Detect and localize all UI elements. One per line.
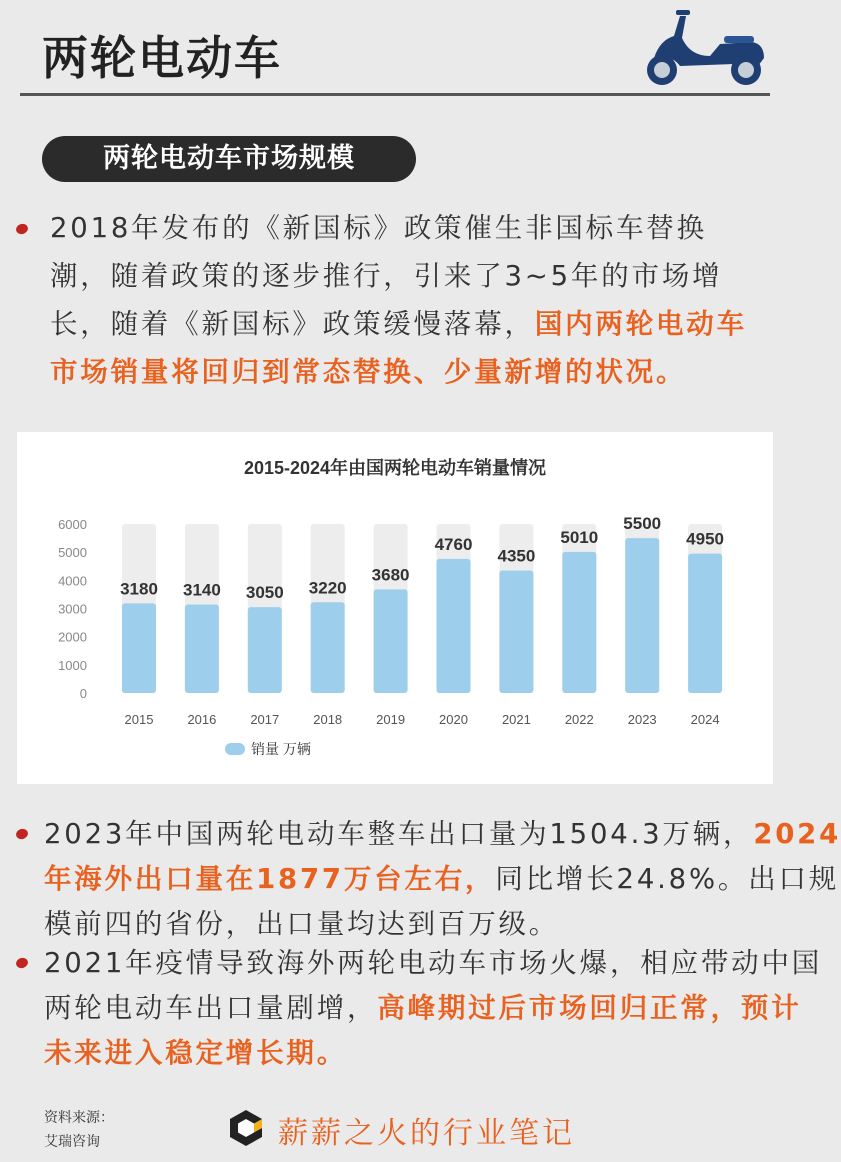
x-tick-label: 2017 [250,712,280,727]
text-line [44,812,841,857]
chart-title: 2015-2024年由国两轮电动车销量情况 [243,458,547,478]
page-title: 两轮电动车 [42,31,282,85]
text-span: 两轮电动车出口量剧增， [44,992,378,1024]
scooter-icon [640,6,770,88]
y-tick-label: 5000 [58,545,87,561]
title-divider [20,93,770,96]
bullet-icon [15,956,30,970]
y-tick-label: 2000 [58,629,87,645]
text-line: 2021年疫情导致海外两轮电动车市场火爆，相应带动中国 [44,947,823,979]
legend-label: 销量 万辆 [251,741,311,757]
x-tick-label: 2024 [690,712,720,727]
x-tick-label: 2022 [564,712,594,727]
bar [311,602,345,693]
brand-name: 薪薪之火的行业笔记 [278,1116,575,1151]
text-line [44,857,841,902]
bar-value-label: 5010 [560,527,599,547]
paragraph-export [44,812,841,947]
highlight-text: 未来进入稳定增长期。 [44,1037,347,1069]
section-title-pill: 两轮电动车市场规模 [42,136,416,182]
text-line [50,348,747,396]
source-label: 资料来源： [44,1110,114,1126]
text-line [44,1031,822,1076]
bar-value-label: 4350 [497,546,536,566]
text-line [44,986,822,1031]
bar-value-label: 3050 [245,583,284,603]
x-tick-label: 2023 [627,712,657,727]
bar [499,570,533,693]
bullet-icon [15,827,30,841]
bar-value-label: 3220 [308,578,347,598]
y-tick-label: 4000 [58,573,87,589]
bar [122,603,156,693]
highlight-text: 2024 [753,818,841,850]
legend-swatch [225,743,245,755]
text-line: 模前四的省份，出口量均达到百万级。 [44,908,560,940]
bar-value-label: 3140 [182,580,221,600]
x-tick-label: 2020 [439,712,468,727]
text-span: 同比增长24.8%。出口规 [495,863,840,895]
text-span: 2023年中国两轮电动车整车出口量为1504.3万辆， [44,818,754,850]
bar [625,538,659,693]
y-tick-label: 3000 [58,601,87,617]
brand-logo-icon [226,1108,266,1148]
text-span: 长，随着《新国标》政策缓慢落幕， [50,308,535,340]
paragraph-pandemic [44,941,822,1076]
text-line: 2018年发布的《新国标》政策催生非国标车替换 [50,212,707,244]
x-tick-label: 2018 [313,712,343,727]
bar [437,559,471,693]
bar-value-label: 3680 [371,565,410,585]
sales-bar-chart [17,432,773,784]
x-tick-label: 2015 [124,712,154,727]
bullet-icon [15,222,30,236]
highlight-text: 国内两轮电动车 [534,308,747,340]
bar [374,589,408,693]
source-note [44,1106,114,1154]
y-tick-label: 6000 [58,517,87,532]
text-line: 潮，随着政策的逐步推行，引来了3~5年的市场增 [50,260,723,292]
bar-value-label: 5500 [623,514,662,534]
chart-card [17,432,773,784]
x-tick-label: 2019 [376,712,406,727]
y-tick-label: 1000 [58,657,87,673]
highlight-text: 年海外出口量在1877万台左右， [44,863,496,895]
bar-value-label: 4950 [686,529,725,549]
paragraph-policy [50,204,747,396]
bar [185,605,219,693]
bar-value-label: 4760 [434,534,473,554]
bar-value-label: 3180 [120,579,158,599]
source-name: 艾瑞咨询 [44,1134,100,1150]
highlight-text: 市场销量将回归到常态替换、少量新增的状况。 [50,356,687,388]
bar [562,552,596,693]
x-tick-label: 2016 [187,712,217,727]
x-tick-label: 2021 [501,712,531,727]
bar [248,607,282,693]
bar [688,554,722,693]
y-tick-label: 0 [79,686,87,701]
text-line [50,300,747,348]
highlight-text: 高峰期过后市场回归正常，预计 [377,992,802,1024]
